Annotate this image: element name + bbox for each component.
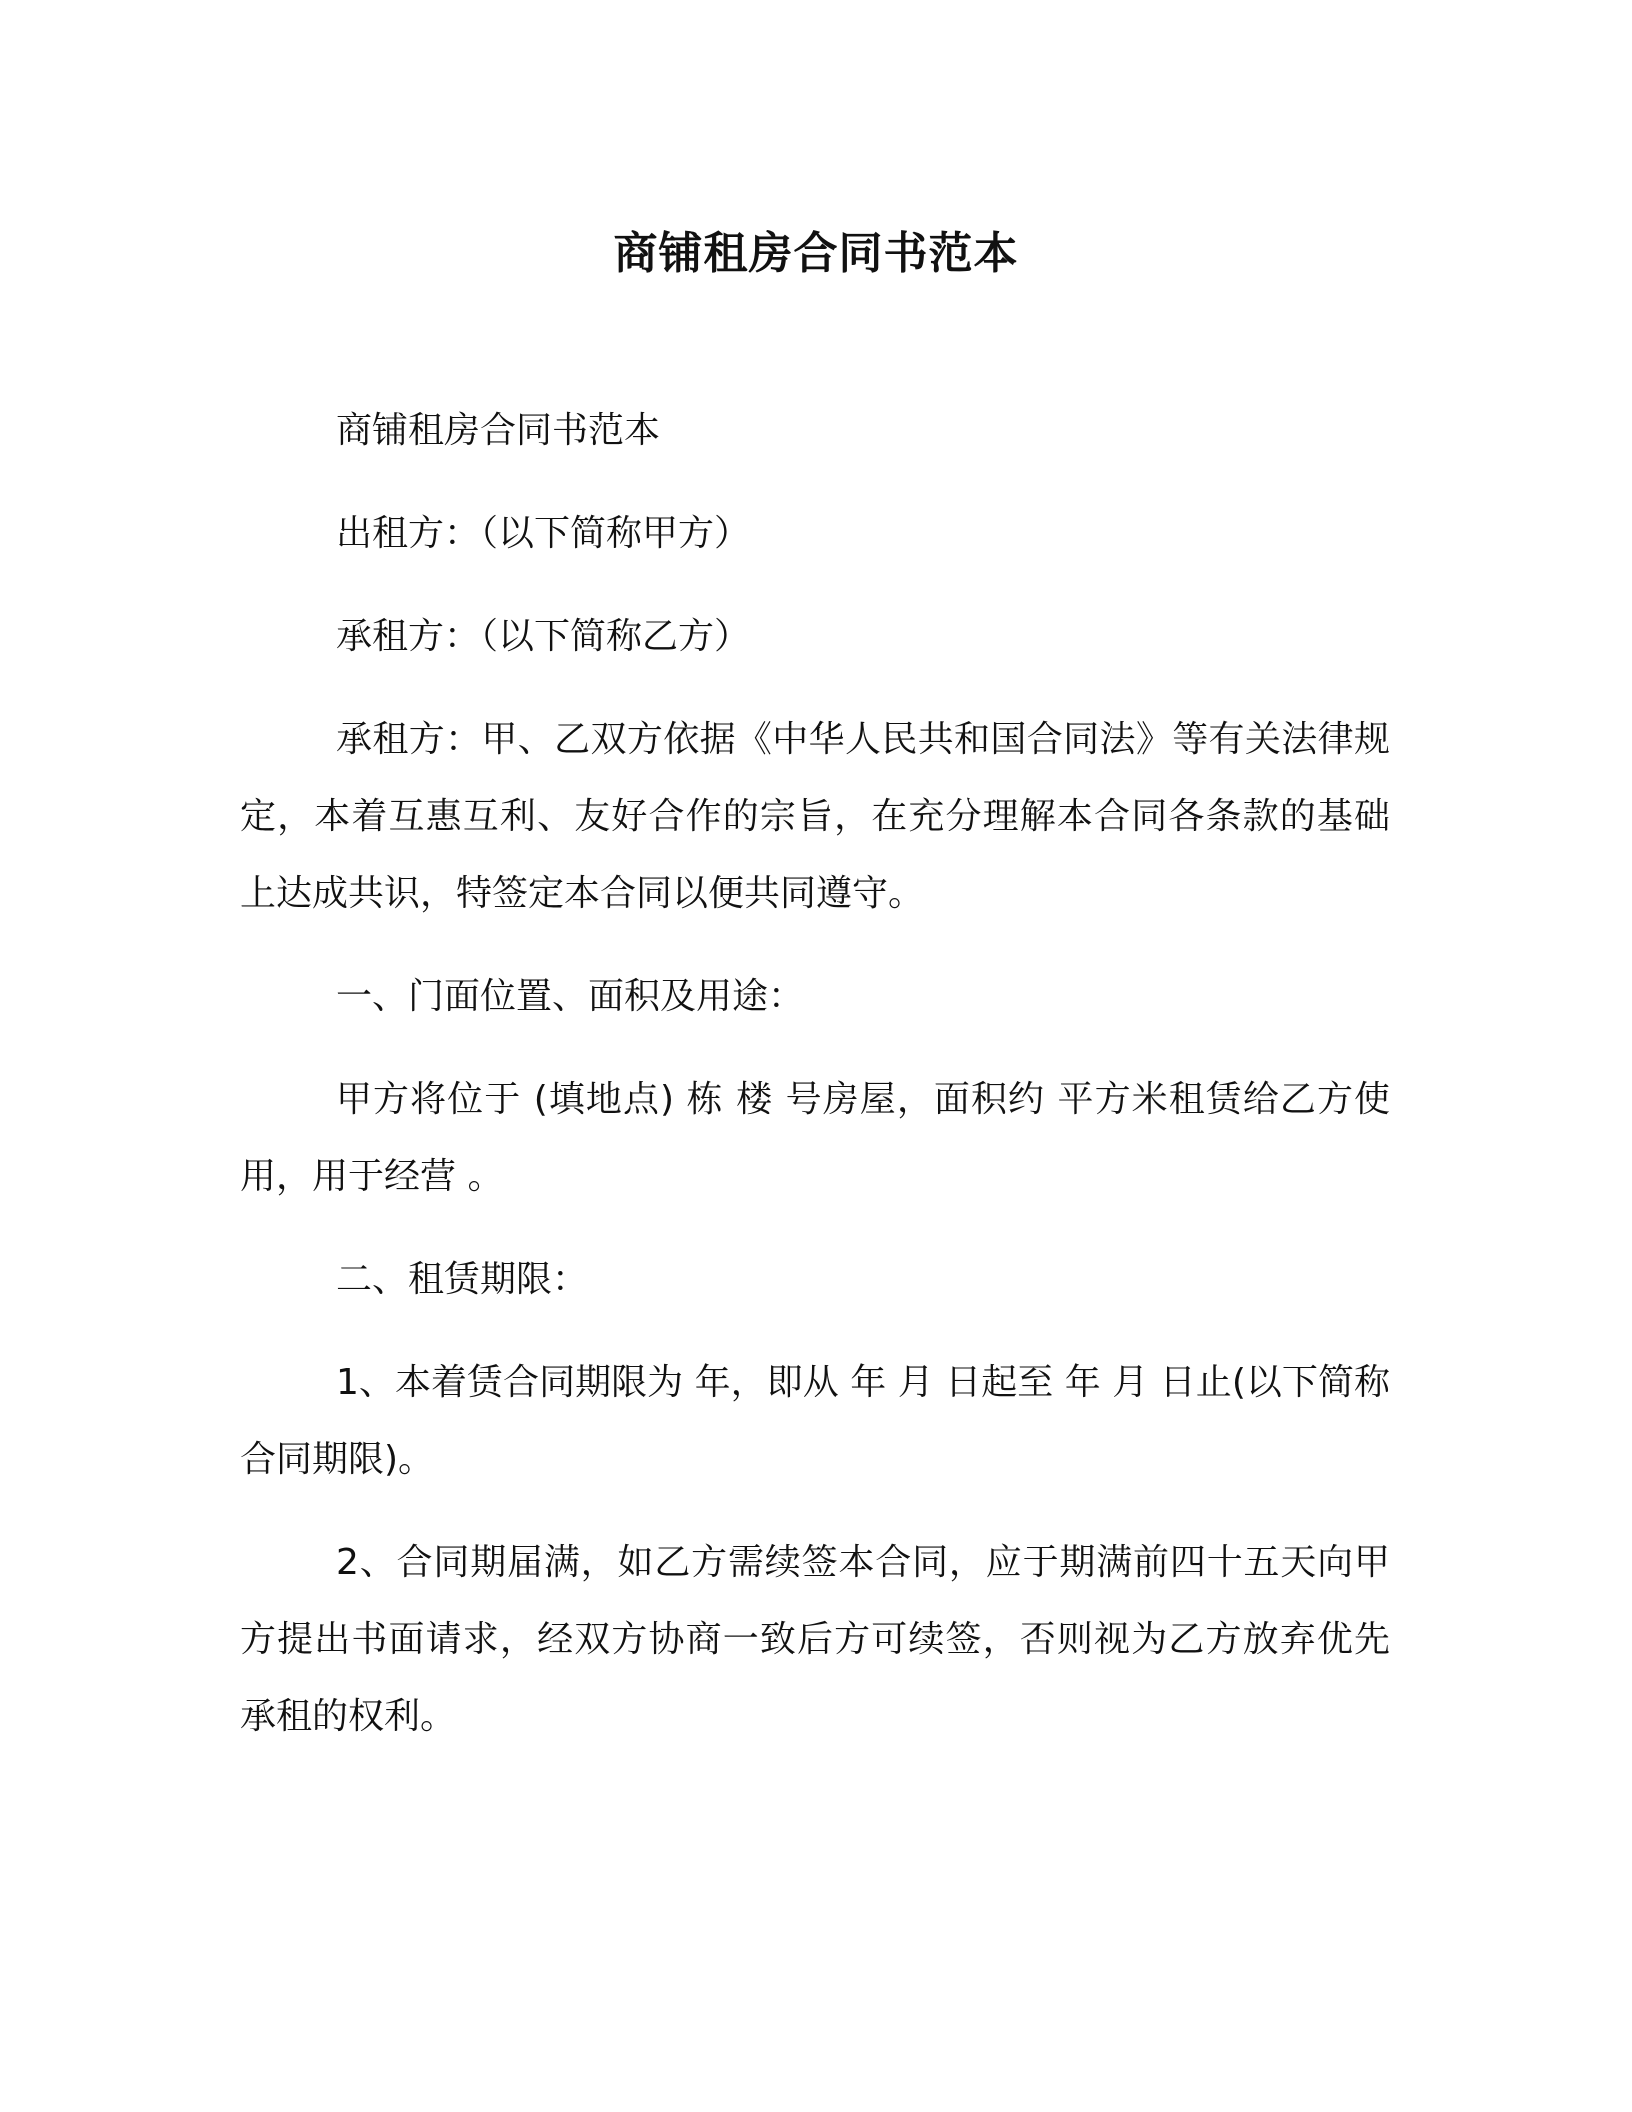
- document-body: [240, 392, 1390, 1781]
- paragraph-term-2: 2、合同期届满，如乙方需续签本合同，应于期满前四十五天向甲方提出书面请求，经双方协商一致后方可续签，否则视为乙方放弃优先承租的权利。: [240, 1542, 1390, 1737]
- paragraph-subtitle: 商铺租房合同书范本: [336, 410, 661, 451]
- paragraph-lessor: 出租方：（以下简称甲方）: [336, 513, 751, 554]
- section-heading-term: 二、租赁期限：: [336, 1259, 589, 1300]
- section-heading-location: 一、门面位置、面积及用途：: [336, 976, 805, 1017]
- paragraph-location: 甲方将位于 (填地点) 栋 楼 号房屋，面积约 平方米租赁给乙方使用，用于经营 。: [240, 1079, 1390, 1197]
- document-title: 商铺租房合同书范本: [613, 228, 1019, 279]
- paragraph-term-1: 1、本着赁合同期限为 年，即从 年 月 日起至 年 月 日止(以下简称合同期限)。: [240, 1362, 1390, 1480]
- paragraph-lessee: 承租方：（以下简称乙方）: [336, 616, 751, 657]
- paragraph-preamble: 承租方：甲、乙双方依据《中华人民共和国合同法》等有关法律规定，本着互惠互利、友好合作的宗旨，在充分理解本合同各条款的基础上达成共识，特签定本合同以便共同遵守。: [240, 719, 1390, 914]
